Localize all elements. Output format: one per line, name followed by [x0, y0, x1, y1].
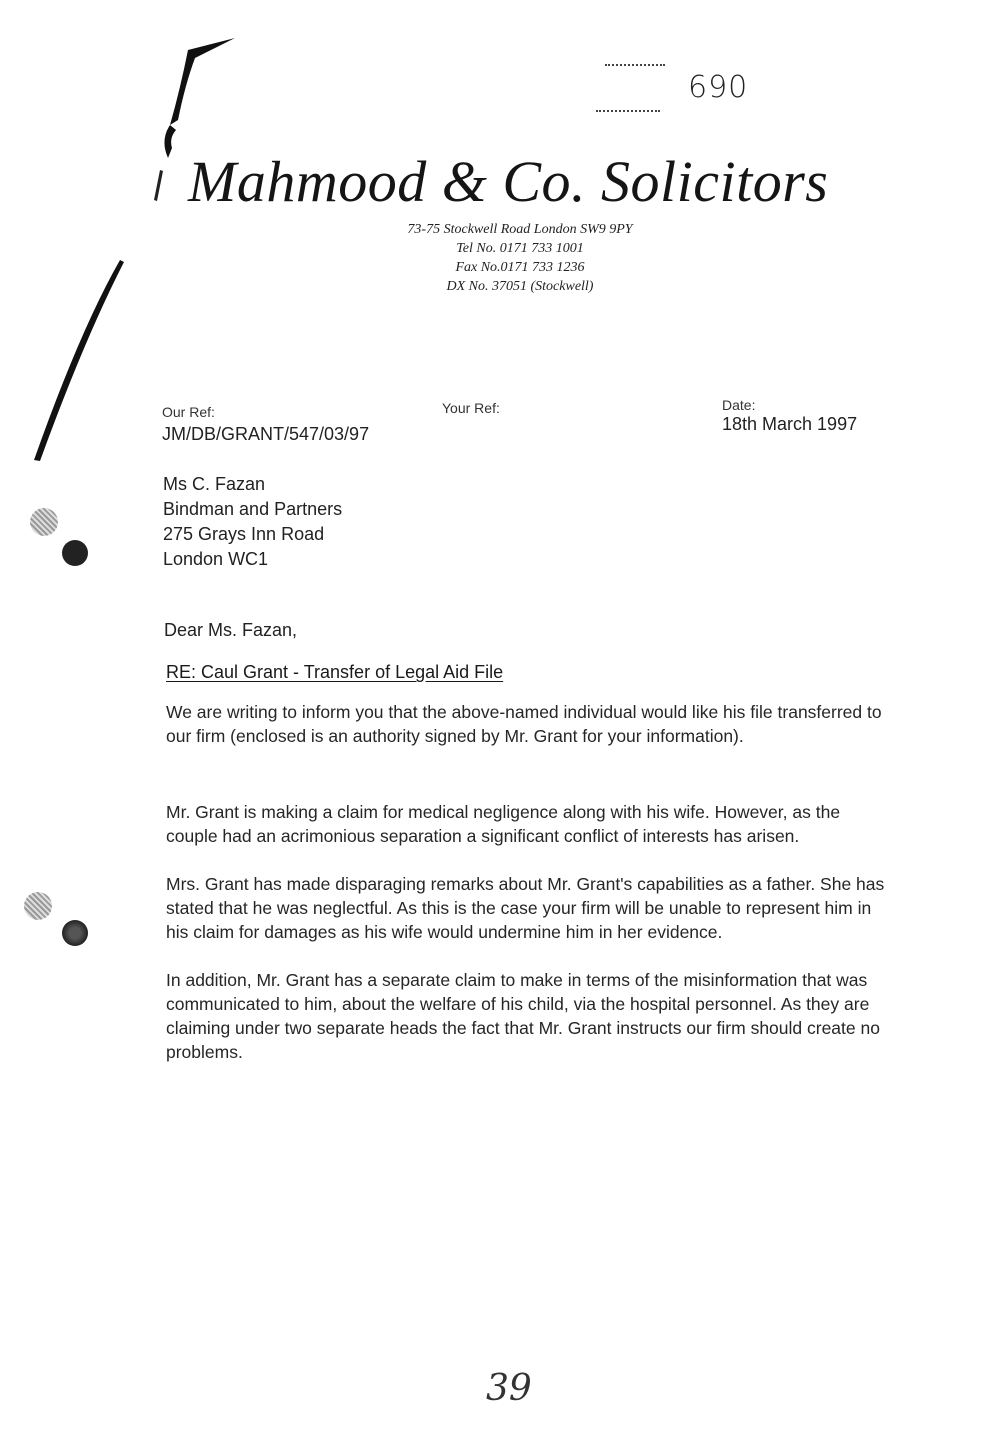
recipient-company: Bindman and Partners — [163, 499, 343, 519]
firm-name: Mahmood & Co. Solicitors — [188, 149, 829, 214]
punch-hole-mark — [30, 508, 58, 536]
punch-hole-mark — [62, 540, 88, 566]
handwritten-page-number: 39 — [486, 1368, 532, 1409]
body-paragraph: In addition, Mr. Grant has a separate claim to make in terms of the misinformation that was communicated to him, about the welfare of his child, via the hospital personnel. As they are claiming under two separate heads the fact that Mr. Grant instructs our firm should create no problems. — [166, 970, 880, 1062]
recipient-address — [163, 472, 342, 572]
document-number: 690 — [688, 70, 749, 105]
punch-hole-mark — [24, 892, 52, 920]
recipient-city: London WC1 — [163, 549, 269, 569]
dotted-mark — [596, 110, 660, 112]
recipient-name: Ms C. Fazan — [163, 474, 266, 494]
firm-contact-block — [360, 220, 680, 296]
firm-fax: Fax No.0171 733 1236 — [455, 260, 585, 275]
body-paragraph: Mr. Grant is making a claim for medical negligence along with his wife. However, as the couple had an acrimonious separation a significant conflict of interests has arisen. — [166, 802, 841, 846]
salutation: Dear Ms. Fazan, — [164, 620, 298, 640]
subject-line: RE: Caul Grant - Transfer of Legal Aid File — [166, 662, 504, 682]
firm-dx: DX No. 37051 (Stockwell) — [446, 279, 594, 294]
date-label: Date: — [722, 397, 756, 413]
body-paragraph: Mrs. Grant has made disparaging remarks about Mr. Grant's capabilities as a father. She has stated that he was neglectful. As this is the case your firm will be unable to represent him in his claim for damages as his wife would undermine him in her evidence. — [166, 874, 885, 942]
date-value: 18th March 1997 — [722, 414, 858, 434]
our-ref-label: Our Ref: — [162, 404, 215, 420]
firm-logo-swoosh — [20, 30, 250, 470]
our-ref-value: JM/DB/GRANT/547/03/97 — [162, 424, 370, 444]
your-ref-label: Your Ref: — [442, 400, 500, 416]
recipient-street: 275 Grays Inn Road — [163, 524, 325, 544]
punch-hole-mark — [62, 920, 88, 946]
dotted-mark — [605, 64, 665, 66]
firm-address: 73-75 Stockwell Road London SW9 9PY — [407, 222, 633, 237]
body-paragraph: We are writing to inform you that the above-named individual would like his file transferred to our firm (enclosed is an authority signed by Mr. Grant for your information). — [166, 702, 882, 746]
firm-tel: Tel No. 0171 733 1001 — [456, 241, 584, 256]
